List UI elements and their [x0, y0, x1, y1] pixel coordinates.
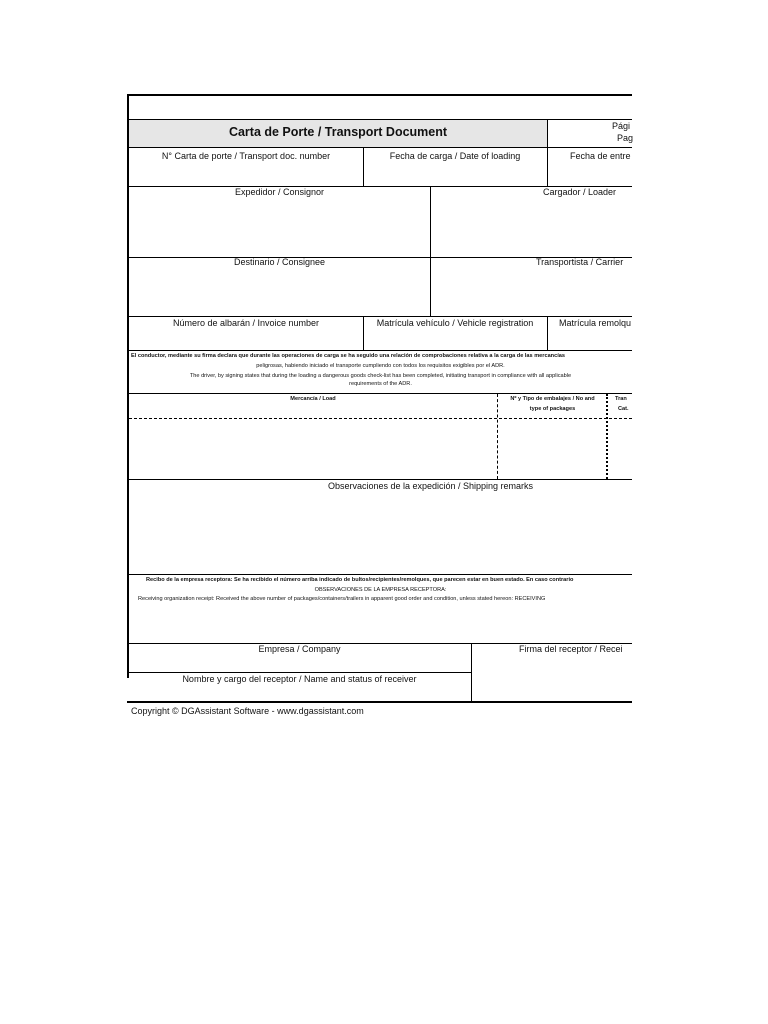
- receiver-name-label: Nombre y cargo del receptor / Name and status of receiver: [182, 674, 417, 684]
- divider: [127, 147, 632, 148]
- carrier-label: Transportista / Carrier: [536, 257, 624, 267]
- driver-statement-line3: The driver, by signing states that during the loading a dangerous goods check-list has been completed, initiating transport in compliance with all applicable: [189, 373, 572, 379]
- divider: [430, 186, 431, 316]
- receipt-line1: Recibo de la empresa receptora: Se ha recibido el número arriba indicado de bultos/recipientes/remolques, que parecen estar en buen estado. En caso contrario: [146, 577, 574, 583]
- goods-col-packages: Nº y Tipo de embalajes / No and: [510, 396, 595, 402]
- divider: [127, 479, 632, 480]
- goods-col-transport: Tran: [615, 396, 627, 402]
- loader-label: Cargador / Loader: [543, 187, 617, 197]
- divider: [547, 147, 548, 186]
- goods-col-divider: [606, 394, 608, 479]
- divider: [127, 393, 632, 394]
- receipt-line2: OBSERVACIONES DE LA EMPRESA RECEPTORA:: [314, 587, 447, 593]
- divider: [547, 316, 548, 350]
- divider: [127, 119, 632, 120]
- goods-col-load: Mercancía / Load: [290, 396, 336, 402]
- loading-date-label: Fecha de carga / Date of loading: [389, 151, 521, 161]
- shipping-remarks-label: Observaciones de la expedición / Shipping remarks: [327, 481, 534, 491]
- page-label: Pági: [612, 121, 631, 131]
- consignor-label: Expedidor / Consignor: [234, 187, 325, 197]
- divider: [127, 350, 632, 351]
- company-label: Empresa / Company: [258, 644, 341, 654]
- form-top-border: [127, 94, 632, 96]
- delivery-date-label: Fecha de entre: [570, 151, 631, 161]
- receipt-line3: Receiving organization receipt: Received the above number of packages/containers/trailers in apparent good order and condition, unless stated hereon: RECEIVING: [138, 596, 546, 602]
- page-label-en: Pag: [617, 133, 634, 143]
- copyright-text: Copyright © DGAssistant Software - www.dgassistant.com: [131, 706, 364, 716]
- goods-header-divider: [129, 418, 632, 419]
- goods-col-category: Cat.: [618, 406, 629, 412]
- doc-number-label: N° Carta de porte / Transport doc. number: [161, 151, 331, 161]
- divider: [471, 643, 472, 702]
- driver-statement-line4: requirements of the ADR.: [349, 381, 412, 387]
- driver-statement-line2: peligrosas, habiendo iniciado el transporte cumpliendo con todos los requisitos exigibles por el ADR.: [256, 363, 505, 369]
- vehicle-registration-label: Matrícula vehículo / Vehicle registration: [376, 318, 534, 328]
- goods-col-packages-en: type of packages: [529, 406, 576, 412]
- driver-statement-line1: El conductor, mediante su firma declara que durante las operaciones de carga se ha seguido una relación de comprobaciones relativa a la carga de las mercancías: [131, 353, 565, 359]
- invoice-number-label: Número de albarán / Invoice number: [172, 318, 320, 328]
- consignee-label: Destinario / Consignee: [233, 257, 326, 267]
- trailer-registration-label: Matrícula remolqu: [559, 318, 632, 328]
- form-bottom-border: [127, 701, 632, 703]
- divider: [127, 672, 471, 673]
- receiver-signature-label: Firma del receptor / Recei: [519, 644, 623, 654]
- divider: [547, 119, 548, 147]
- document-title: Carta de Porte / Transport Document: [228, 125, 448, 139]
- divider: [127, 316, 632, 317]
- divider: [127, 574, 632, 575]
